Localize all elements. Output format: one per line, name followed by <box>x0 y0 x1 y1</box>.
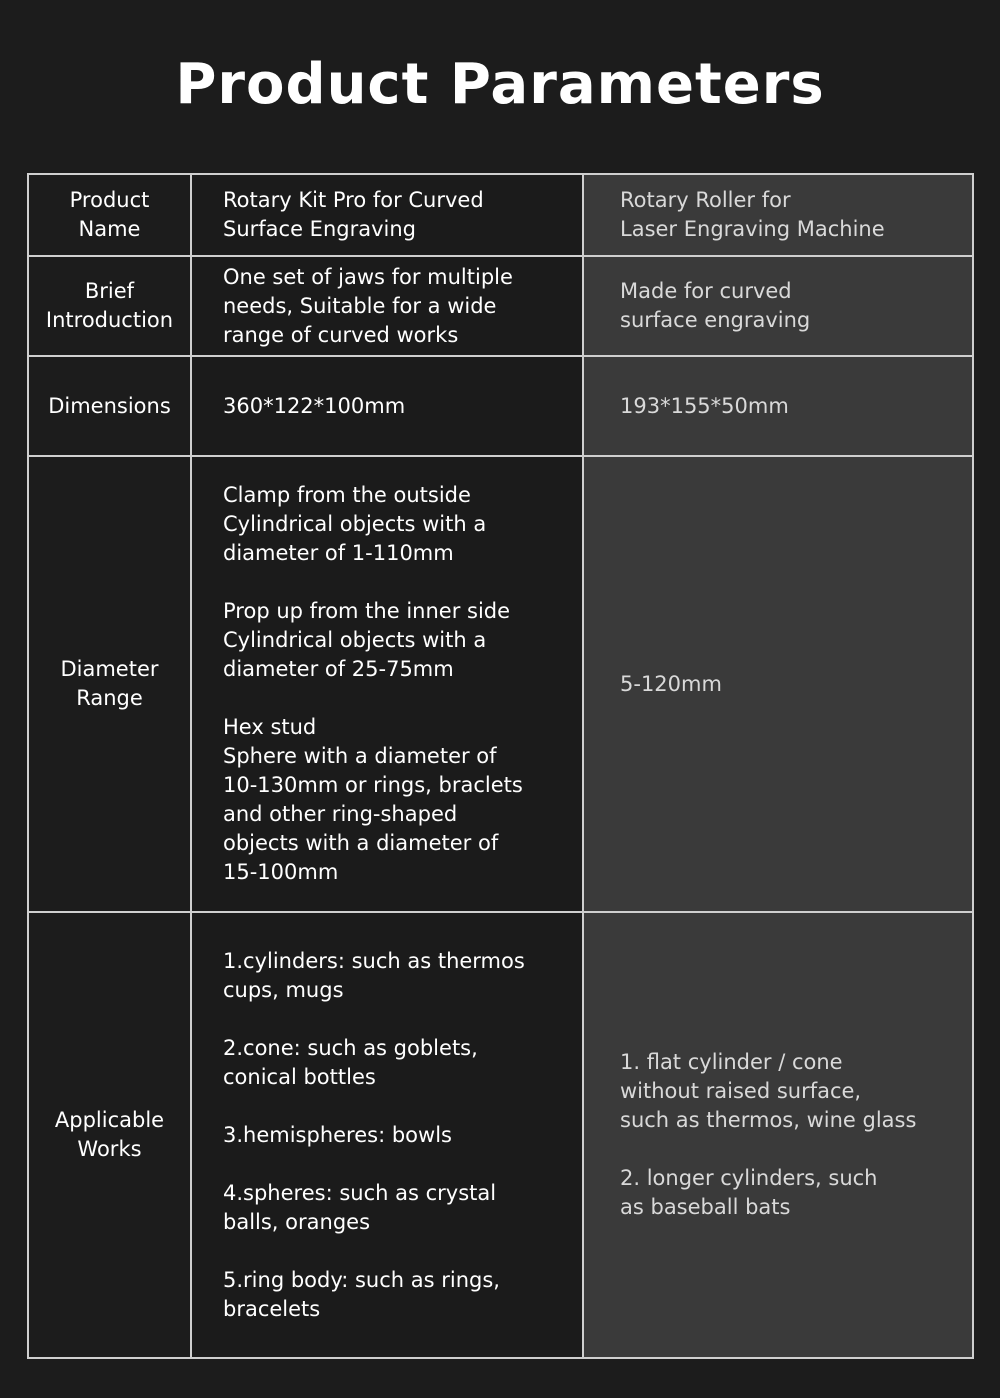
roller-brief-introduction: Made for curved surface engraving <box>620 279 811 332</box>
pro-works-item: 2.cone: such as goblets, conical bottles <box>223 1035 478 1089</box>
pro-diameter-range-cell <box>192 457 584 913</box>
pro-brief-introduction: One set of jaws for multiple needs, Suitable for a wide range of curved works <box>223 264 513 347</box>
pro-product-name-cell <box>192 175 584 257</box>
pro-works-item: 3.hemispheres: bowls <box>223 1122 452 1147</box>
row-label-applicable-works <box>29 913 192 1357</box>
pro-works-item: 5.ring body: such as rings, bracelets <box>223 1267 500 1321</box>
roller-diameter-range: 5-120mm <box>620 671 722 696</box>
label-text: Diameter Range <box>60 657 159 710</box>
pro-diameter-inner: Prop up from the inner side Cylindrical objects with a diameter of 25-75mm <box>223 599 511 681</box>
parameters-table <box>27 173 974 1359</box>
page-title: Product Parameters <box>175 52 825 117</box>
pro-product-name: Rotary Kit Pro for Curved Surface Engraving <box>223 188 484 241</box>
pro-brief-introduction-cell <box>192 257 584 357</box>
pro-diameter-outside: Clamp from the outside Cylindrical objects with a diameter of 1-110mm <box>223 483 487 565</box>
label-text: Brief Introduction <box>45 279 174 332</box>
row-label-brief-introduction <box>29 257 192 357</box>
roller-diameter-range-cell <box>584 457 972 913</box>
roller-dimensions-cell <box>584 357 972 457</box>
roller-works-item: 1. flat cylinder / cone without raised surface, such as thermos, wine glass <box>620 1050 917 1132</box>
roller-works-item: 2. longer cylinders, such as baseball bats <box>620 1166 878 1219</box>
pro-works-item: 4.spheres: such as crystal balls, oranges <box>223 1180 497 1234</box>
row-label-product-name <box>29 175 192 257</box>
row-label-dimensions <box>29 357 192 457</box>
label-text: Applicable Works <box>54 1108 165 1161</box>
roller-product-name-cell <box>584 175 972 257</box>
pro-dimensions: 360*122*100mm <box>223 393 406 418</box>
roller-applicable-works-cell <box>584 913 972 1357</box>
roller-brief-introduction-cell <box>584 257 972 357</box>
pro-dimensions-cell <box>192 357 584 457</box>
label-text: Dimensions <box>48 393 171 418</box>
label-text: Product Name <box>69 188 150 241</box>
pro-works-item: 1.cylinders: such as thermos cups, mugs <box>223 948 525 1002</box>
row-label-diameter-range <box>29 457 192 913</box>
pro-diameter-hex-stud: Hex stud Sphere with a diameter of 10-130mm or rings, braclets and other ring-shaped objects with a diameter of 15-100mm <box>223 715 523 884</box>
pro-applicable-works-cell <box>192 913 584 1357</box>
roller-dimensions: 193*155*50mm <box>620 393 789 418</box>
roller-product-name: Rotary Roller for Laser Engraving Machine <box>620 188 885 241</box>
